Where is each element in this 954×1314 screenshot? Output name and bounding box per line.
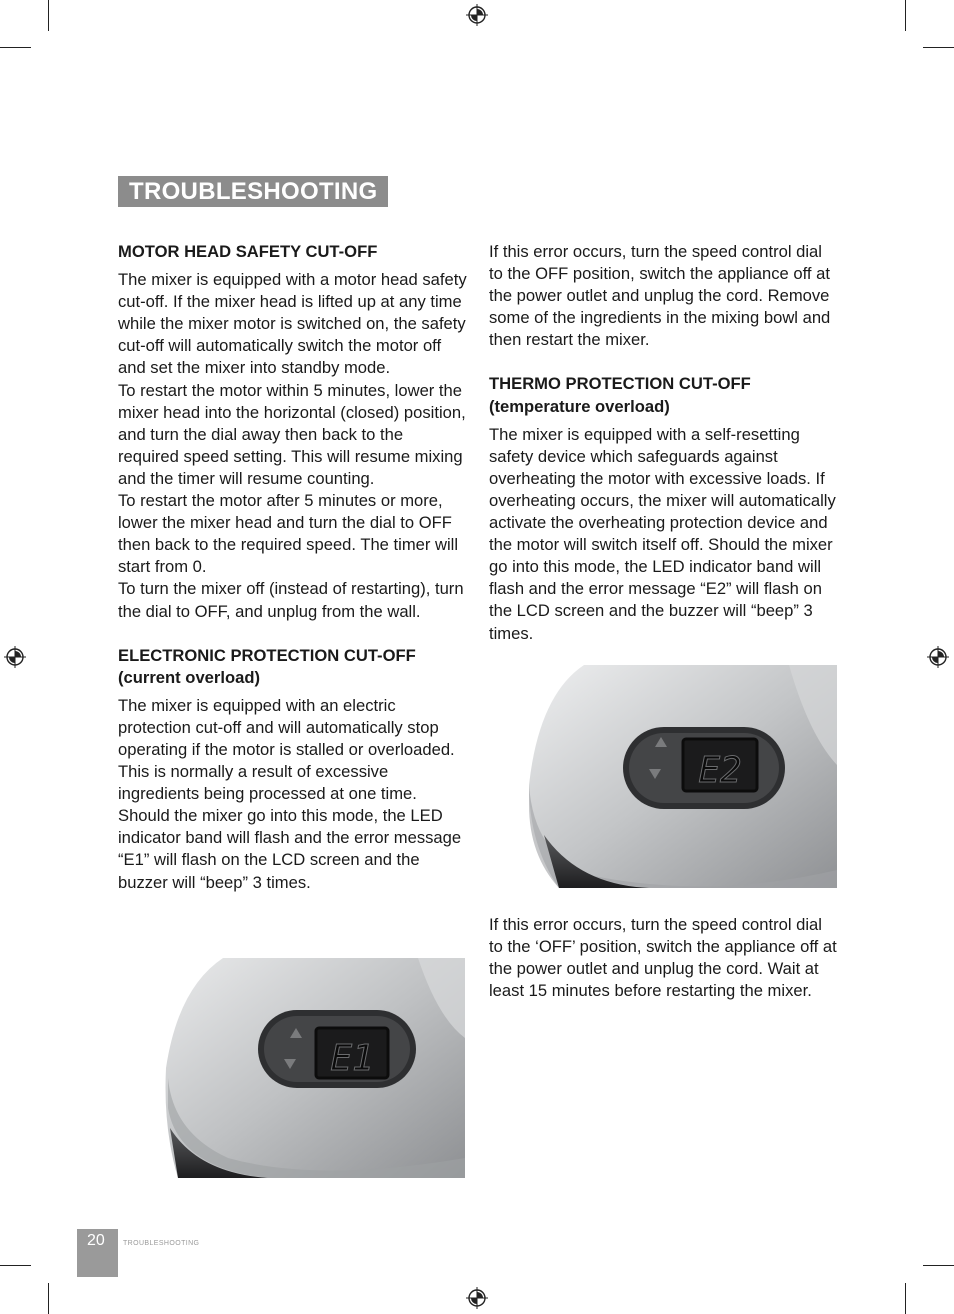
crop-mark [923,1265,954,1266]
lcd-readout-e1: E1 [330,1038,374,1079]
electronic-paragraph: The mixer is equipped with an electric protection cut-off and will automatically stop operating if the motor is stalled or overloaded. This is normally a result of excessive ingredients being processed at one time. Should the mixer go into this mode, the LED indicator band will flash and the error message “E1” will flash on the LCD screen and the buzzer will “beep” 3 times. [118,695,462,892]
motor-head-paragraph: To turn the mixer off (instead of restarting), turn the dial to OFF, and unplug from the wall. [118,579,464,621]
crop-mark [905,0,906,31]
page-title: TROUBLESHOOTING [129,178,378,205]
left-column [118,241,468,894]
lcd-readout-e2: E2 [698,750,742,791]
registration-mark-icon [466,1287,488,1309]
section-title-bar [118,176,388,207]
thermo-fix-paragraph: If this error occurs, turn the speed control dial to the ‘OFF’ position, switch the appliance off at the power outlet and unplug the cord. Wait at least 15 minutes before restarting the mixer. [489,915,837,1001]
mixer-display-photo-e2 [489,665,837,888]
page-number-box [77,1229,118,1277]
motor-head-paragraph: The mixer is equipped with a motor head safety cut-off. If the mixer head is lifted up at any time while the mixer motor is switched on, the safety cut-off will automatically switch the motor off and set the mixer into standby mode. [118,270,467,378]
mixer-display-photo-e1 [118,958,465,1178]
footer-section-label: TROUBLESHOOTING [123,1240,200,1247]
motor-head-paragraph: To restart the motor within 5 minutes, lower the mixer head into the horizontal (closed) position, and turn the dial away then back to the required speed setting. This will resume mixing and the timer will resume counting. [118,380,466,488]
registration-mark-icon [927,646,949,668]
crop-mark [0,47,31,48]
crop-mark [48,1283,49,1314]
electronic-subheading: (current overload) [118,667,260,687]
motor-head-paragraph: To restart the motor after 5 minutes or more, lower the mixer head and turn the dial to OFF then back to the required speed. The timer will start from 0. [118,491,459,577]
crop-mark [0,1265,31,1266]
thermo-paragraph: The mixer is equipped with a self-resetting safety device which safeguards against overheating the motor with excessive loads. If overheating occurs, the mixer will automatically activate the overheating protection device and the motor will switch itself off. Should the mixer go into this mode, the LED indicator band will flash and the error message “E2” will flash on the LCD screen and the buzzer will “beep” 3 times. [489,424,836,643]
crop-mark [48,0,49,31]
registration-mark-icon [4,646,26,668]
thermo-heading: THERMO PROTECTION CUT-OFF [489,374,751,394]
electronic-fix-paragraph: If this error occurs, turn the speed control dial to the OFF position, switch the appliance off at the power outlet and unplug the cord. Remove some of the ingredients in the mixing bowl and then restart the mixer. [489,242,831,350]
crop-mark [905,1283,906,1314]
electronic-heading: ELECTRONIC PROTECTION CUT-OFF [118,645,416,665]
thermo-subheading: (temperature overload) [489,396,670,416]
registration-mark-icon [466,4,488,26]
right-column [489,241,839,645]
thermo-fix-block [489,914,839,1002]
motor-head-heading: MOTOR HEAD SAFETY CUT-OFF [118,242,378,261]
crop-mark [923,47,954,48]
page-number: 20 [87,1232,105,1249]
